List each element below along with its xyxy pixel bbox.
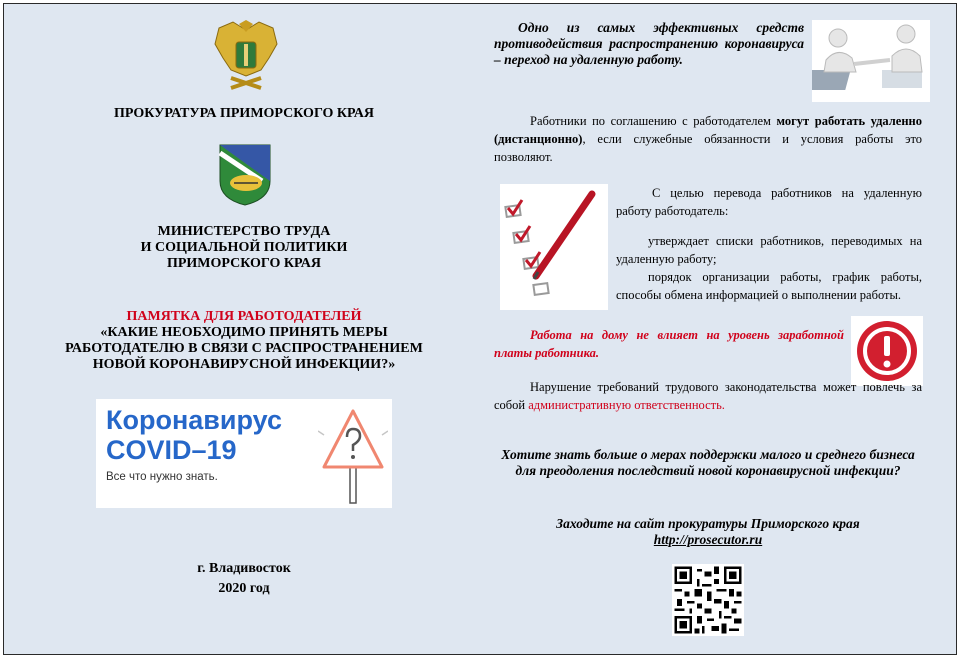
ministry-line: МИНИСТЕРСТВО ТРУДА (157, 224, 331, 239)
memo-heading: ПАМЯТКА ДЛЯ РАБОТОДАТЕЛЕЙ (126, 309, 362, 324)
covid-banner (96, 399, 392, 508)
qr-code (672, 564, 744, 636)
list-item-text: утверждает списки работников, переводимых на удаленную работу; (616, 234, 922, 266)
home-work-note: Работа на дому не влияет на уровень заработной платы работника. (494, 328, 844, 360)
site-text: Заходите на сайт прокуратуры Приморского края (556, 516, 860, 531)
covid-word: Коронавирус (106, 405, 282, 435)
site-info (494, 516, 922, 548)
coat-of-arms-icon (216, 141, 274, 207)
memo-line: РАБОТОДАТЕЛЮ В СВЯЗИ С РАСПРОСТРАНЕНИЕМ (65, 341, 423, 356)
list-item-text: порядок организации работы, график работы, способы обмена информацией о выполнении работы. (616, 270, 922, 302)
leaflet-page (3, 3, 957, 655)
city-label: г. Владивосток (197, 561, 291, 576)
remote-bold-text: могут работать удаленно (дистанционно) (494, 114, 922, 146)
memo-line: НОВОЙ КОРОНАВИРУСНОЙ ИНФЕКЦИИ?» (92, 357, 396, 372)
remote-text: Работники по соглашению с работодателем (530, 114, 777, 128)
violation-text: Нарушение требований трудового законодательства может повлечь за собой (494, 380, 922, 412)
handshake-image (812, 20, 930, 102)
ministry-line: ПРИМОРСКОГО КРАЯ (166, 256, 322, 271)
prosecutor-emblem-icon (211, 18, 281, 98)
support-question: Хотите знать больше о мерах поддержки малого и среднего бизнеса для преодоления последствий новой коронавирусной инфекции? (501, 447, 915, 478)
site-link[interactable]: http://prosecutor.ru (653, 532, 763, 547)
violation-red-text: административную ответственность. (528, 398, 725, 412)
transfer-intro: С целью перевода работников на удаленную работу работодатель: (616, 186, 922, 218)
year-label: 2020 год (218, 581, 270, 596)
remote-paragraph (494, 112, 922, 166)
list-item (616, 232, 922, 268)
violation-paragraph (494, 378, 922, 414)
ministry-line: И СОЦИАЛЬНОЙ ПОЛИТИКИ (140, 240, 348, 255)
warning-sign-icon (318, 405, 388, 505)
covid-code: COVID–19 (106, 435, 237, 465)
remote-text-end: , если служебные обязанности и условия работы это позволяют. (494, 132, 922, 164)
remote-intro: Одно из самых эффективных средств противодействия распространению коронавируса – переход на удаленную работу. (494, 20, 804, 67)
warning-icon (851, 316, 923, 386)
memo-line: «КАКИЕ НЕОБХОДИМО ПРИНЯТЬ МЕРЫ (100, 325, 388, 340)
checklist (616, 232, 922, 304)
list-item (616, 268, 922, 304)
ministry-title (64, 224, 424, 272)
prosecutor-title: ПРОКУРАТУРА ПРИМОРСКОГО КРАЯ (113, 106, 375, 121)
memo-title (39, 309, 449, 373)
covid-subtitle: Все что нужно знать. (106, 471, 218, 483)
city-year (134, 559, 354, 599)
checklist-image (500, 184, 608, 310)
